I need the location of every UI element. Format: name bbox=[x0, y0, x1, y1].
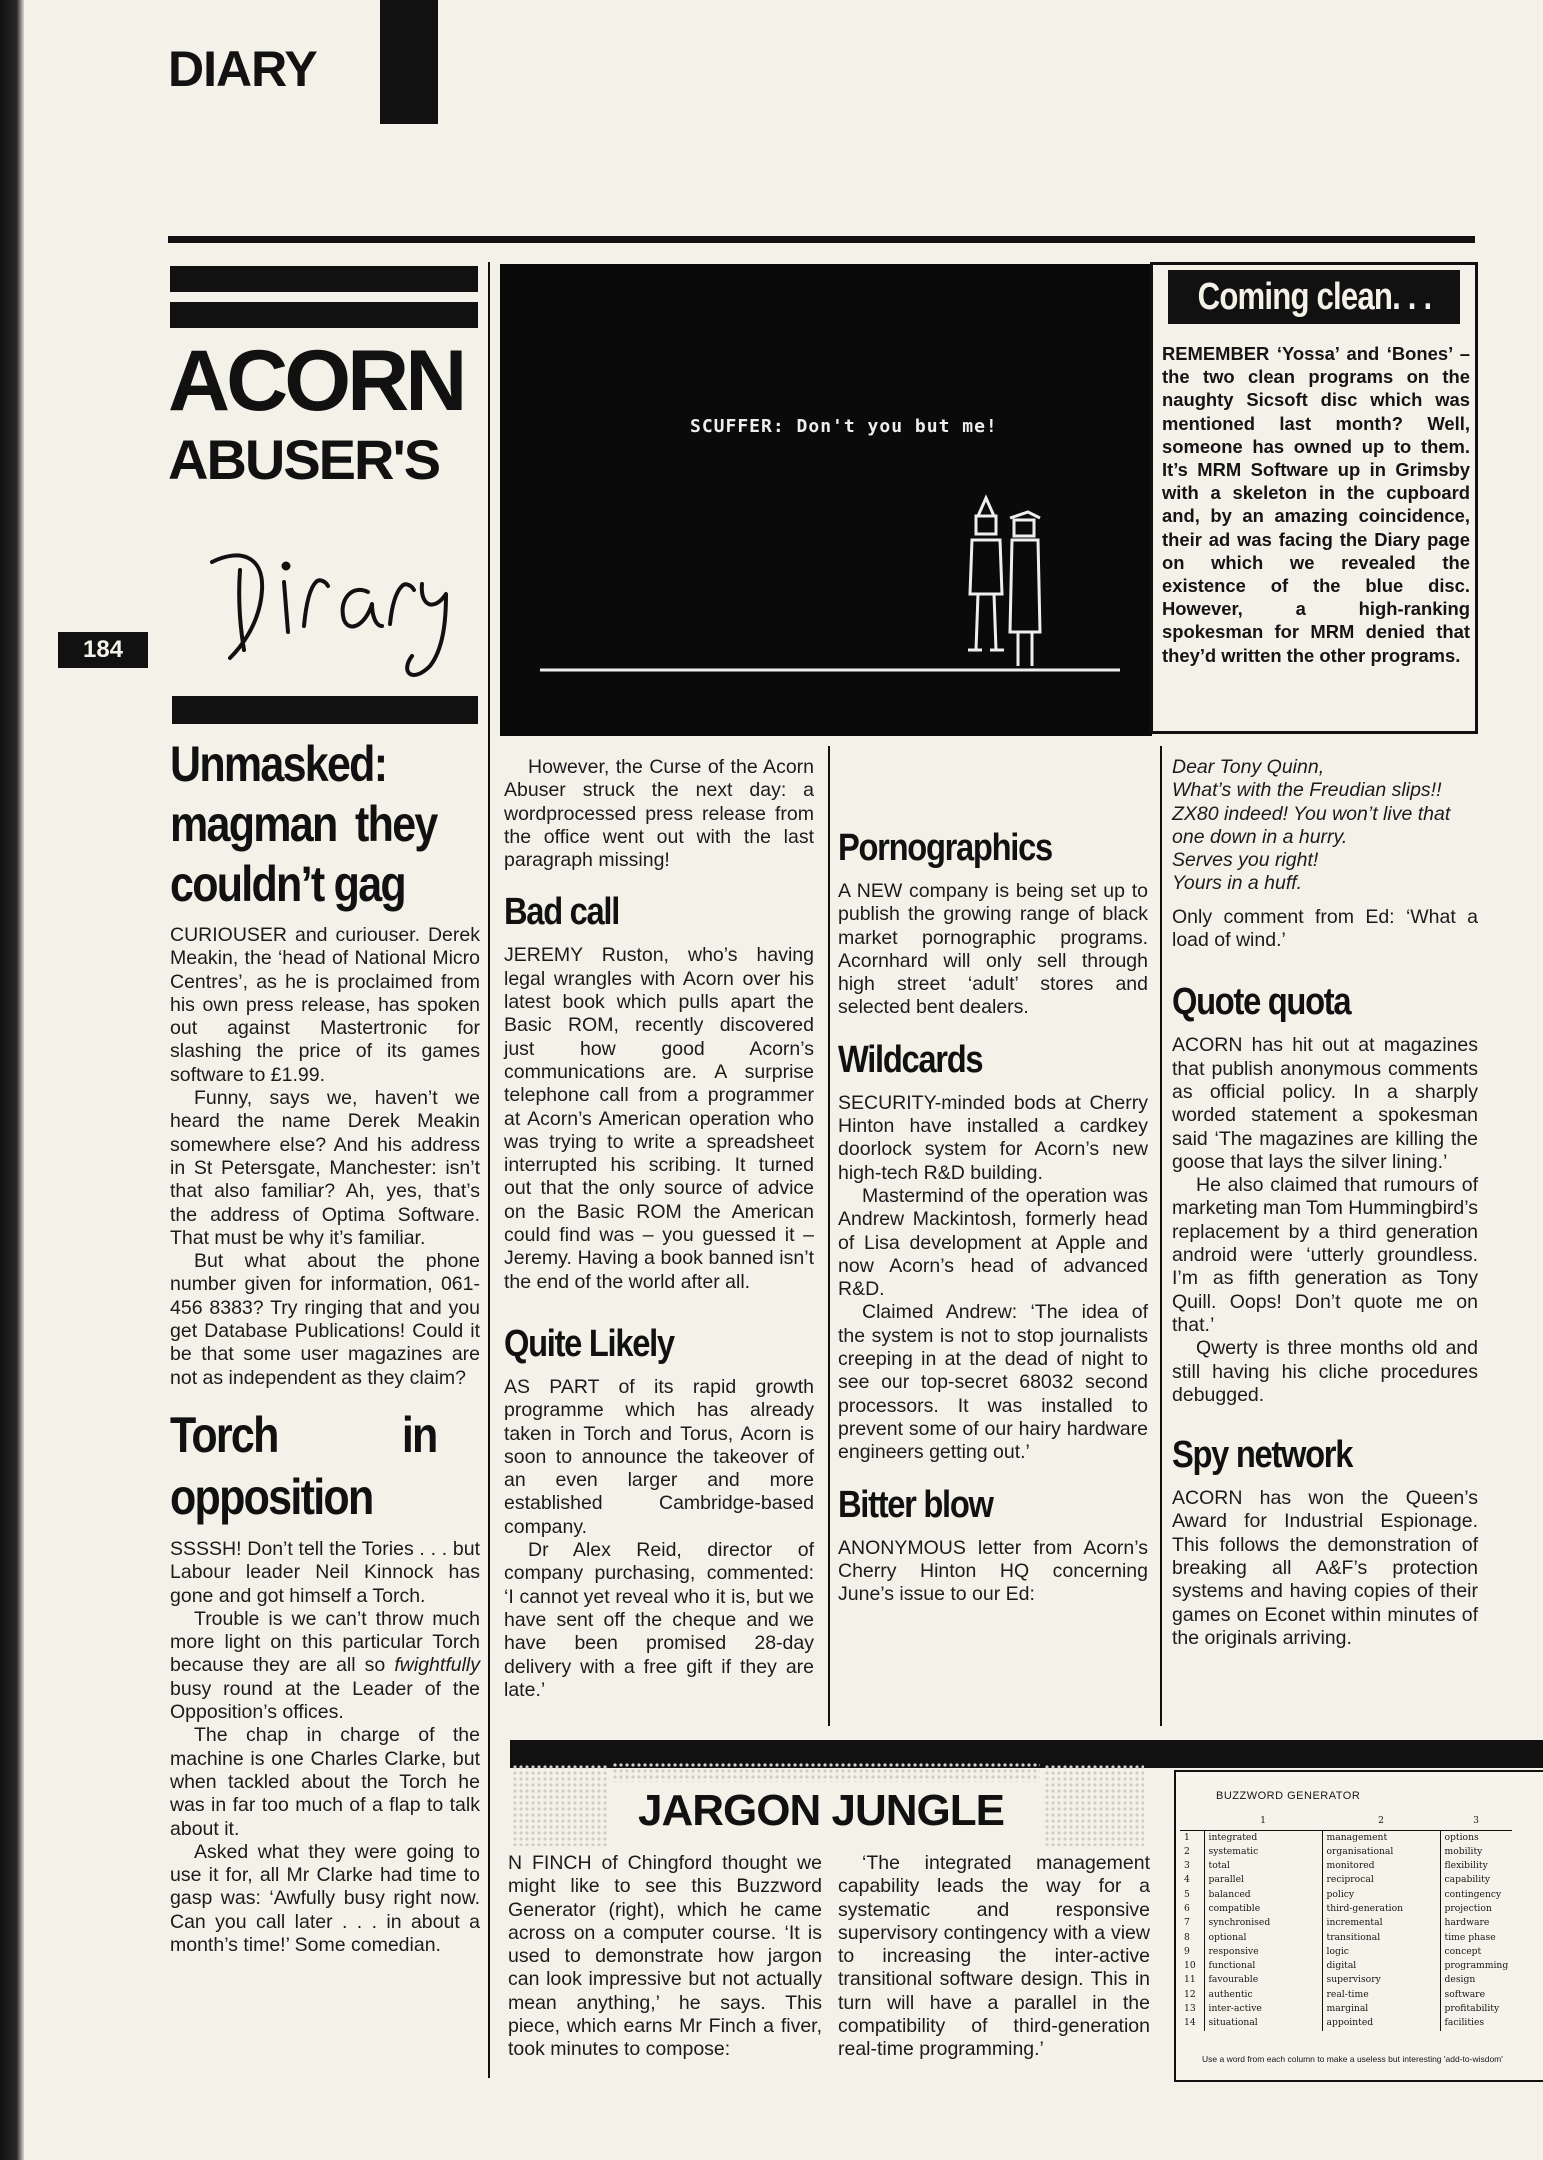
buzzword-cell: systematic bbox=[1204, 1845, 1322, 1859]
jargon-dots-right bbox=[1044, 1764, 1144, 1846]
buzzword-cell: supervisory bbox=[1322, 1973, 1440, 1987]
coming-clean-title: Coming clean. . . bbox=[1168, 270, 1460, 324]
unmasked-p1: CURIOUSER and curiouser. Derek Meakin, the ‘head of National Micro Centres’, as he is proclaimed from his own press release, has spoken out against Mastertronic for slashing the price of its games software to £1.99. bbox=[170, 924, 480, 1086]
buzzword-cell: 1 bbox=[1180, 1830, 1204, 1845]
buzzword-row bbox=[1180, 1973, 1512, 1987]
header-block bbox=[380, 0, 438, 124]
buzzword-cell: facilities bbox=[1444, 2017, 1485, 2029]
buzzword-row bbox=[1180, 1916, 1512, 1930]
spy-network-p1: ACORN has won the Queen’s Award for Industrial Espionage. This follows the demonstration of breaking all A&F’s protection systems and having copies of their games on Econet within minutes of the originals arriving. bbox=[1172, 1487, 1478, 1649]
buzzword-cell: concept bbox=[1444, 1945, 1482, 1957]
buzzword-cell: hardware bbox=[1444, 1917, 1490, 1929]
buzzword-cell: favourable bbox=[1204, 1973, 1322, 1987]
buzzword-cell: contingency bbox=[1444, 1888, 1502, 1900]
column-rule-1 bbox=[488, 262, 490, 2078]
buzzword-cell: logic bbox=[1322, 1945, 1440, 1959]
buzzword-cell: real-time bbox=[1322, 1988, 1440, 2002]
top-rule bbox=[168, 236, 1475, 243]
buzzword-row bbox=[1180, 1988, 1512, 2002]
torch-p4: Asked what they were going to use it for, all Mr Clarke had time to gasp was: ‘Awfully busy right now. Can you call later . . . in about a month’s time!’ Some comedian. bbox=[170, 1840, 480, 1956]
wildcards-p3: Claimed Andrew: ‘The idea of the system is not to stop journalists creeping in at the dead of night to see our top-secret 68032 second processors. It was installed to prevent some of our hairy hardware engineers getting out.’ bbox=[838, 1301, 1148, 1464]
buzzword-cell: digital bbox=[1322, 1959, 1440, 1973]
buzzword-row bbox=[1180, 1902, 1512, 1916]
buzzword-cell: balanced bbox=[1204, 1888, 1322, 1902]
buzzword-cell: 3 bbox=[1180, 1859, 1204, 1873]
buzzword-cell: management bbox=[1322, 1830, 1440, 1845]
bad-call-p1: JEREMY Ruston, who’s having legal wrangles with Acorn over his latest book which pulls apart the Basic ROM, recently discovered just how good Acorn’s communications are. A surprise telephone call from a programmer at Acorn’s American operation who was trying to write a spreadsheet interrupted his scribing. It turned out that the only source of advice on the Basic ROM the American could find was – you guessed it – Jeremy. Having a book banned isn’t the end of the world after all. bbox=[504, 944, 814, 1293]
buzzword-cell: 12 bbox=[1180, 1988, 1204, 2002]
buzzword-cell: responsive bbox=[1204, 1945, 1322, 1959]
buzzword-cell: 4 bbox=[1180, 1873, 1204, 1887]
buzzword-row bbox=[1180, 1959, 1512, 1973]
quite-likely-p2: Dr Alex Reid, director of company purchasing, commented: ‘I cannot yet reveal who it is, but we have sent off the cheque and we have been promised 28-day delivery with a free gift if they are late.’ bbox=[504, 1539, 814, 1701]
buzzword-row bbox=[1180, 2002, 1512, 2016]
buzzword-cell: appointed bbox=[1322, 2016, 1440, 2030]
headline-bad-call: Bad call bbox=[504, 891, 620, 934]
buzzword-header: 3 bbox=[1440, 1812, 1512, 1830]
buzzword-header: 2 bbox=[1322, 1812, 1440, 1830]
quote-quota-p3: Qwerty is three months old and still having his cliche procedures debugged. bbox=[1172, 1337, 1478, 1406]
masthead-abusers: ABUSER'S bbox=[168, 428, 440, 491]
buzzword-cell: 14 bbox=[1180, 2016, 1204, 2030]
buzzword-cell: parallel bbox=[1204, 1873, 1322, 1887]
buzzword-cell: authentic bbox=[1204, 1988, 1322, 2002]
buzzword-footnote: Use a word from each column to make a useless but interesting 'add-to-wisdom' bbox=[1202, 2054, 1503, 2064]
buzzword-cell: software bbox=[1444, 1988, 1486, 2000]
buzzword-cell: situational bbox=[1204, 2016, 1322, 2030]
letter-line: What’s with the Freudian slips!! ZX80 indeed! You won’t live that one down in a hurry. bbox=[1172, 779, 1451, 848]
column-1 bbox=[170, 734, 480, 1957]
masthead-bar-1 bbox=[170, 266, 478, 292]
buzzword-row bbox=[1180, 2016, 1512, 2030]
diary-script-logo bbox=[200, 508, 460, 678]
buzzword-generator bbox=[1174, 1770, 1543, 2082]
headline-pornographics: Pornographics bbox=[838, 827, 1052, 869]
buzzword-cell: flexibility bbox=[1444, 1860, 1488, 1872]
section-title: DIARY bbox=[168, 41, 317, 97]
headline-bitter-blow: Bitter blow bbox=[838, 1483, 993, 1526]
jargon-p1: N FINCH of Chingford thought we might like to see this Buzzword Generator (right), which he came across on a computer course. ‘It is used to demonstrate how jargon can look impressive but not actually mean anything,’ he says. This piece, which earns Mr Finch a fiver, took minutes to compose: bbox=[508, 1852, 822, 2061]
torch-p1: SSSSH! Don’t tell the Tories . . . but Labour leader Neil Kinnock has gone and got himself a Torch. bbox=[170, 1537, 480, 1607]
buzzword-cell: options bbox=[1444, 1831, 1479, 1843]
buzzword-cell: integrated bbox=[1204, 1830, 1322, 1845]
wildcards-p2: Mastermind of the operation was Andrew Mackintosh, formerly head of Lisa development at Apple and now Acorn’s head of advanced R&D. bbox=[838, 1184, 1148, 1301]
jargon-col-1 bbox=[508, 1852, 822, 2062]
buzzword-cell: 6 bbox=[1180, 1902, 1204, 1916]
buzzword-row bbox=[1180, 1888, 1512, 1902]
headline-unmasked: Unmasked: magman they couldn’t gag bbox=[170, 736, 437, 912]
headline-wildcards: Wildcards bbox=[838, 1038, 983, 1081]
screenshot-caption: SCUFFER: Don't you but me! bbox=[690, 416, 998, 437]
masthead-bar-3 bbox=[172, 696, 478, 724]
buzzword-cell: 10 bbox=[1180, 1959, 1204, 1973]
buzzword-row bbox=[1180, 1859, 1512, 1873]
buzzword-cell: synchronised bbox=[1204, 1916, 1322, 1930]
torch-p2: Trouble is we can’t throw much more light on this particular Torch because they are all so fwightfully busy round at the Leader of the Opposition’s offices. bbox=[170, 1607, 480, 1724]
buzzword-cell: time phase bbox=[1444, 1931, 1496, 1943]
wildcards-p1: SECURITY-minded bods at Cherry Hinton have installed a cardkey doorlock system for Acorn’s new high-tech R&D building. bbox=[838, 1091, 1148, 1184]
buzzword-row bbox=[1180, 1845, 1512, 1859]
buzzword-cell: programming bbox=[1444, 1960, 1509, 1972]
headline-spy-network: Spy network bbox=[1172, 1434, 1353, 1477]
policeman-and-suspect-figures bbox=[540, 490, 1140, 680]
column-rule-2 bbox=[828, 746, 830, 1726]
buzzword-cell: 9 bbox=[1180, 1945, 1204, 1959]
buzzword-cell: functional bbox=[1204, 1959, 1322, 1973]
buzzword-cell: 13 bbox=[1180, 2002, 1204, 2016]
torch-p5: However, the Curse of the Acorn Abuser struck the next day: a wordprocessed press release from the office went out with the last paragraph missing! bbox=[504, 756, 814, 872]
letter-line: Dear Tony Quinn, bbox=[1172, 756, 1325, 778]
column-4 bbox=[1172, 756, 1478, 1650]
column-3 bbox=[838, 756, 1148, 1606]
buzzword-cell: reciprocal bbox=[1322, 1873, 1440, 1887]
buzzword-row bbox=[1180, 1830, 1512, 1845]
quote-quota-p1: ACORN has hit out at magazines that publish anonymous comments as official policy. In a sharply worded statement a spokesman said ‘The magazines are killing the goose that lays the silver lining.’ bbox=[1172, 1034, 1478, 1173]
column-2 bbox=[504, 756, 814, 1702]
buzzword-cell: compatible bbox=[1204, 1902, 1322, 1916]
anonymous-letter bbox=[1172, 756, 1478, 896]
bitter-blow-p1: ANONYMOUS letter from Acorn’s Cherry Hinton HQ concerning June’s issue to our Ed: bbox=[838, 1536, 1148, 1606]
headline-quote-quota: Quote quota bbox=[1172, 981, 1351, 1024]
column-rule-3 bbox=[1160, 746, 1162, 1726]
jargon-col-2 bbox=[838, 1852, 1150, 2062]
buzzword-cell: policy bbox=[1322, 1888, 1440, 1902]
masthead-bar-2 bbox=[170, 302, 478, 328]
jargon-p2: ‘The integrated management capability leads the way for a systematic and responsive supervisory contingency with a view to increasing the inter-active transitional software design. This in turn will have a parallel in the compatibility of third-generation real-time programming.’ bbox=[838, 1852, 1150, 2061]
buzzword-row bbox=[1180, 1873, 1512, 1887]
buzzword-header bbox=[1180, 1812, 1204, 1830]
jargon-dots-left bbox=[512, 1764, 608, 1846]
coming-clean-body: REMEMBER ‘Yossa’ and ‘Bones’ – the two clean programs on the naughty Sicsoft disc which was mentioned last month? Well, someone has owned up to them. It’s MRM Software up in Grimsby with a skeleton in the cupboard and, by an amazing coincidence, their ad was facing the Diary page on which we revealed the existence of the blue disc. However, a high-ranking spokesman for MRM denied that they’d written the other programs. bbox=[1162, 343, 1470, 666]
buzzword-row bbox=[1180, 1945, 1512, 1959]
buzzword-cell: 2 bbox=[1180, 1845, 1204, 1859]
buzzword-cell: monitored bbox=[1322, 1859, 1440, 1873]
buzzword-cell: profitability bbox=[1444, 2003, 1500, 2015]
buzzword-cell: optional bbox=[1204, 1931, 1322, 1945]
page-spine bbox=[0, 0, 24, 2160]
quite-likely-p1: AS PART of its rapid growth programme which has already taken in Torch and Torus, Acorn is soon to announce the takeover of an even larger and more established Cambridge-based company. bbox=[504, 1375, 814, 1538]
torch-p3: The chap in charge of the machine is one Charles Clarke, but when tackled about the Torch he was in far too much of a flap to talk about it. bbox=[170, 1724, 480, 1840]
buzzword-cell: third-generation bbox=[1322, 1902, 1440, 1916]
buzzword-cell: marginal bbox=[1322, 2002, 1440, 2016]
buzzword-cell: design bbox=[1444, 1974, 1476, 1986]
buzzword-cell: total bbox=[1204, 1859, 1322, 1873]
buzzword-cell: organisational bbox=[1322, 1845, 1440, 1859]
masthead-acorn: ACORN bbox=[168, 333, 464, 429]
buzzword-title: BUZZWORD GENERATOR bbox=[1216, 1790, 1361, 1802]
buzzword-cell: incremental bbox=[1322, 1916, 1440, 1930]
unmasked-p2: Funny, says we, haven’t we heard the name Derek Meakin somewhere else? And his address in St Petersgate, Manchester: isn’t that also familiar? Ah, yes, that’s the address of Optima Software. That must be why it’s familiar. bbox=[170, 1087, 480, 1249]
buzzword-cell: 11 bbox=[1180, 1973, 1204, 1987]
buzzword-cell: capability bbox=[1444, 1874, 1491, 1886]
jargon-dots-top bbox=[612, 1762, 1040, 1782]
bitter-blow-p2: Only comment from Ed: ‘What a load of wind.’ bbox=[1172, 905, 1478, 952]
pornographics-p1: A NEW company is being set up to publish the growing range of black market pornographic programs. Acornhard will only sell through high street ‘adult’ stores and selected bent dealers. bbox=[838, 880, 1148, 1019]
buzzword-cell: transitional bbox=[1322, 1931, 1440, 1945]
letter-line: Yours in a huff. bbox=[1172, 872, 1303, 895]
quote-quota-p2: He also claimed that rumours of marketing man Tom Hummingbird’s replacement by a third generation android were ‘utterly groundless. I’m as fifth generation as Tony Quill. Oops! Don’t quote me on that.’ bbox=[1172, 1174, 1478, 1336]
buzzword-cell: 5 bbox=[1180, 1888, 1204, 1902]
buzzword-cell: mobility bbox=[1444, 1845, 1483, 1857]
buzzword-header: 1 bbox=[1204, 1812, 1322, 1830]
buzzword-cell: projection bbox=[1444, 1902, 1492, 1914]
headline-torch: Torch in opposition bbox=[170, 1406, 437, 1525]
headline-quite-likely: Quite Likely bbox=[504, 1322, 674, 1365]
buzzword-rows bbox=[1180, 1830, 1512, 2031]
page-number: 184 bbox=[58, 632, 148, 668]
unmasked-p3: But what about the phone number given for information, 061-456 8383? Try ringing that and you get Database Publications! Could it be that some user magazines are not as independent as they claim? bbox=[170, 1250, 480, 1389]
buzzword-cell: 8 bbox=[1180, 1931, 1204, 1945]
buzzword-row bbox=[1180, 1931, 1512, 1945]
buzzword-cell: 7 bbox=[1180, 1916, 1204, 1930]
buzzword-table bbox=[1180, 1812, 1512, 2031]
jargon-title: JARGON JUNGLE bbox=[638, 1786, 1004, 1835]
letter-line: Serves you right! bbox=[1172, 849, 1319, 872]
buzzword-cell: inter-active bbox=[1204, 2002, 1322, 2016]
